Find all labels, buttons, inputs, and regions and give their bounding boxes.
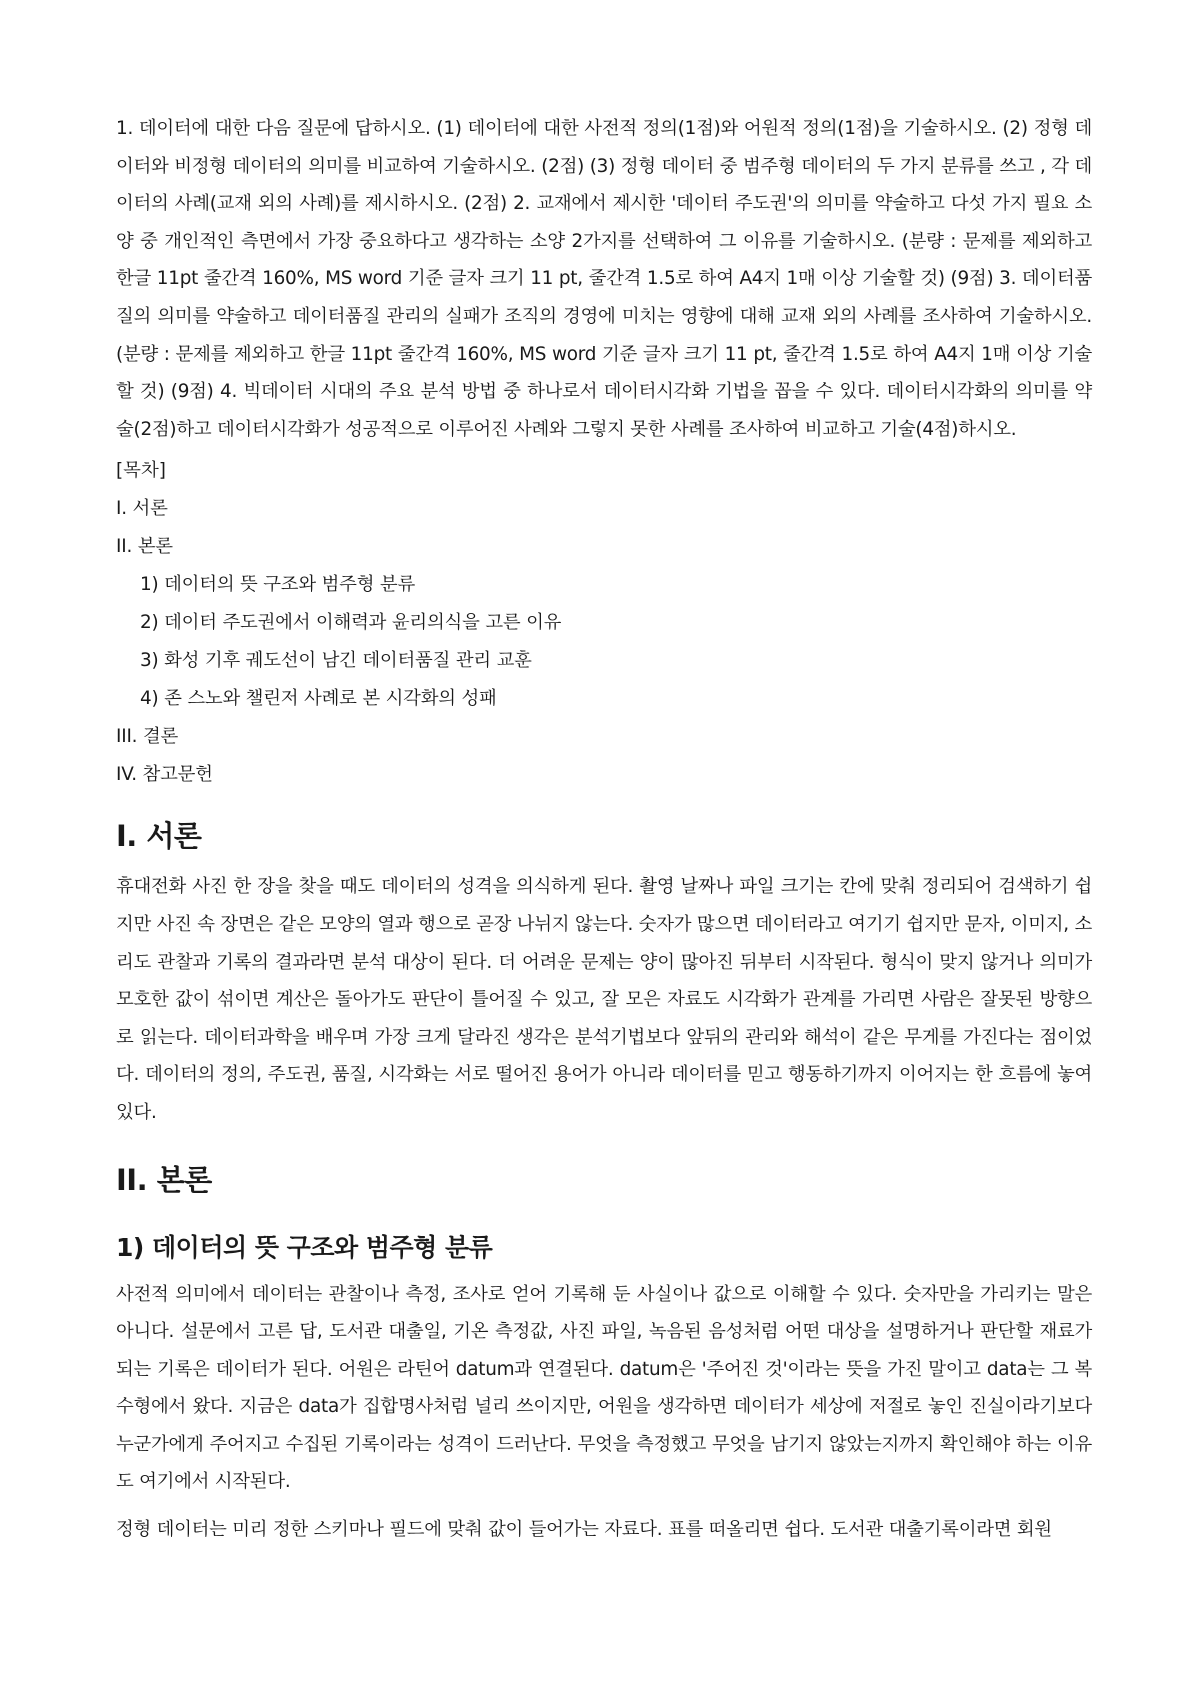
toc-item-body-2: 2) 데이터 주도권에서 이해력과 윤리의식을 고른 이유 — [140, 612, 562, 634]
toc-item-body-1: 1) 데이터의 뜻 구조와 범주형 분류 — [140, 574, 416, 596]
toc-item-references: IV. 참고문헌 — [116, 764, 213, 786]
toc-title: [목차] — [116, 460, 166, 482]
table-of-contents — [116, 458, 1092, 788]
intro-paragraph: 휴대전화 사진 한 장을 찾을 때도 데이터의 성격을 의식하게 된다. 촬영 날짜나 파일 크기는 칸에 맞춰 정리되어 검색하기 쉽지만 사진 속 장면은 같은 모양의 열과 행으로 곧장 나뉘지 않는다. 숫자가 많으면 데이터라고 여기기 쉽지만 문자, 이미지, 소리도 관찰과 기록의 결과라면 분석 대상이 된다. 더 어려운 문제는 양이 많아진 뒤부터 시작된다. 형식이 맞지 않거나 의미가 모호한 값이 섞이면 계산은 돌아가도 판단이 틀어질 수 있고, 잘 모은 자료도 시각화가 관계를 가리면 사람은 잘못된 방향으로 읽는다. 데이터과학을 배우며 가장 크게 달라진 생각은 분석기법보다 앞뒤의 관리와 해석이 같은 무게를 가진다는 점이었다. 데이터의 정의, 주도권, 품질, 시각화는 서로 떨어진 용어가 아니라 데이터를 믿고 행동하기까지 이어지는 한 흐름에 놓여 있다. — [116, 876, 1092, 1123]
section-heading-body: II. 본론 — [116, 1162, 212, 1197]
toc-item-body-4: 4) 존 스노와 챌린저 사례로 본 시각화의 성패 — [140, 688, 497, 710]
subsection-1-paragraph-2: 정형 데이터는 미리 정한 스키마나 필드에 맞춰 값이 들어가는 자료다. 표를 떠올리면 쉽다. 도서관 대출기록이라면 회원 — [116, 1519, 1052, 1541]
toc-list — [116, 496, 1092, 788]
question-paragraph: 1. 데이터에 대한 다음 질문에 답하시오. (1) 데이터에 대한 사전적 정의(1점)와 어원적 정의(1점)을 기술하시오. (2) 정형 데이터와 비정형 데이터의 의미를 비교하여 기술하시오. (2점) (3) 정형 데이터 중 범주형 데이터의 두 가지 분류를 쓰고 , 각 데이터의 사례(교재 외의 사례)를 제시하시오. (2점) 2. 교재에서 제시한 '데이터 주도권'의 의미를 약술하고 다섯 가지 필요 소양 중 개인적인 측면에서 가장 중요하다고 생각하는 소양 2가지를 선택하여 그 이유를 기술하시오. (분량 : 문제를 제외하고 한글 11pt 줄간격 160%, MS word 기준 글자 크기 11 pt, 줄간격 1.5로 하여 A4지 1매 이상 기술할 것) (9점) 3. 데이터품질의 의미를 약술하고 데이터품질 관리의 실패가 조직의 경영에 미치는 영향에 대해 교재 외의 사례를 조사하여 기술하시오. (분량 : 문제를 제외하고 한글 11pt 줄간격 160%, MS word 기준 글자 크기 11 pt, 줄간격 1.5로 하여 A4지 1매 이상 기술할 것) (9점) 4. 빅데이터 시대의 주요 분석 방법 중 하나로서 데이터시각화 기법을 꼽을 수 있다. 데이터시각화의 의미를 약술(2점)하고 데이터시각화가 성공적으로 이루어진 사례와 그렇지 못한 사례를 조사하여 비교하고 기술(4점)하시오. — [116, 118, 1092, 440]
toc-item-intro: I. 서론 — [116, 498, 168, 520]
section-heading-intro: I. 서론 — [116, 819, 202, 854]
toc-item-conclusion: III. 결론 — [116, 726, 179, 748]
subsection-heading-1: 1) 데이터의 뜻 구조와 범주형 분류 — [116, 1232, 493, 1262]
toc-item-body: II. 본론 — [116, 536, 173, 558]
toc-item-body-3: 3) 화성 기후 궤도선이 남긴 데이터품질 관리 교훈 — [140, 650, 532, 672]
subsection-1-paragraph-1: 사전적 의미에서 데이터는 관찰이나 측정, 조사로 얻어 기록해 둔 사실이나 값으로 이해할 수 있다. 숫자만을 가리키는 말은 아니다. 설문에서 고른 답, 도서관 대출일, 기온 측정값, 사진 파일, 녹음된 음성처럼 어떤 대상을 설명하거나 판단할 재료가 되는 기록은 데이터가 된다. 어원은 라틴어 datum과 연결된다. datum은 '주어진 것'이라는 뜻을 가진 말이고 data는 그 복수형에서 왔다. 지금은 data가 집합명사처럼 널리 쓰이지만, 어원을 생각하면 데이터가 세상에 저절로 놓인 진실이라기보다 누군가에게 주어지고 수집된 기록이라는 성격이 드러난다. 무엇을 측정했고 무엇을 남기지 않았는지까지 확인해야 하는 이유도 여기에서 시작된다. — [116, 1283, 1092, 1493]
